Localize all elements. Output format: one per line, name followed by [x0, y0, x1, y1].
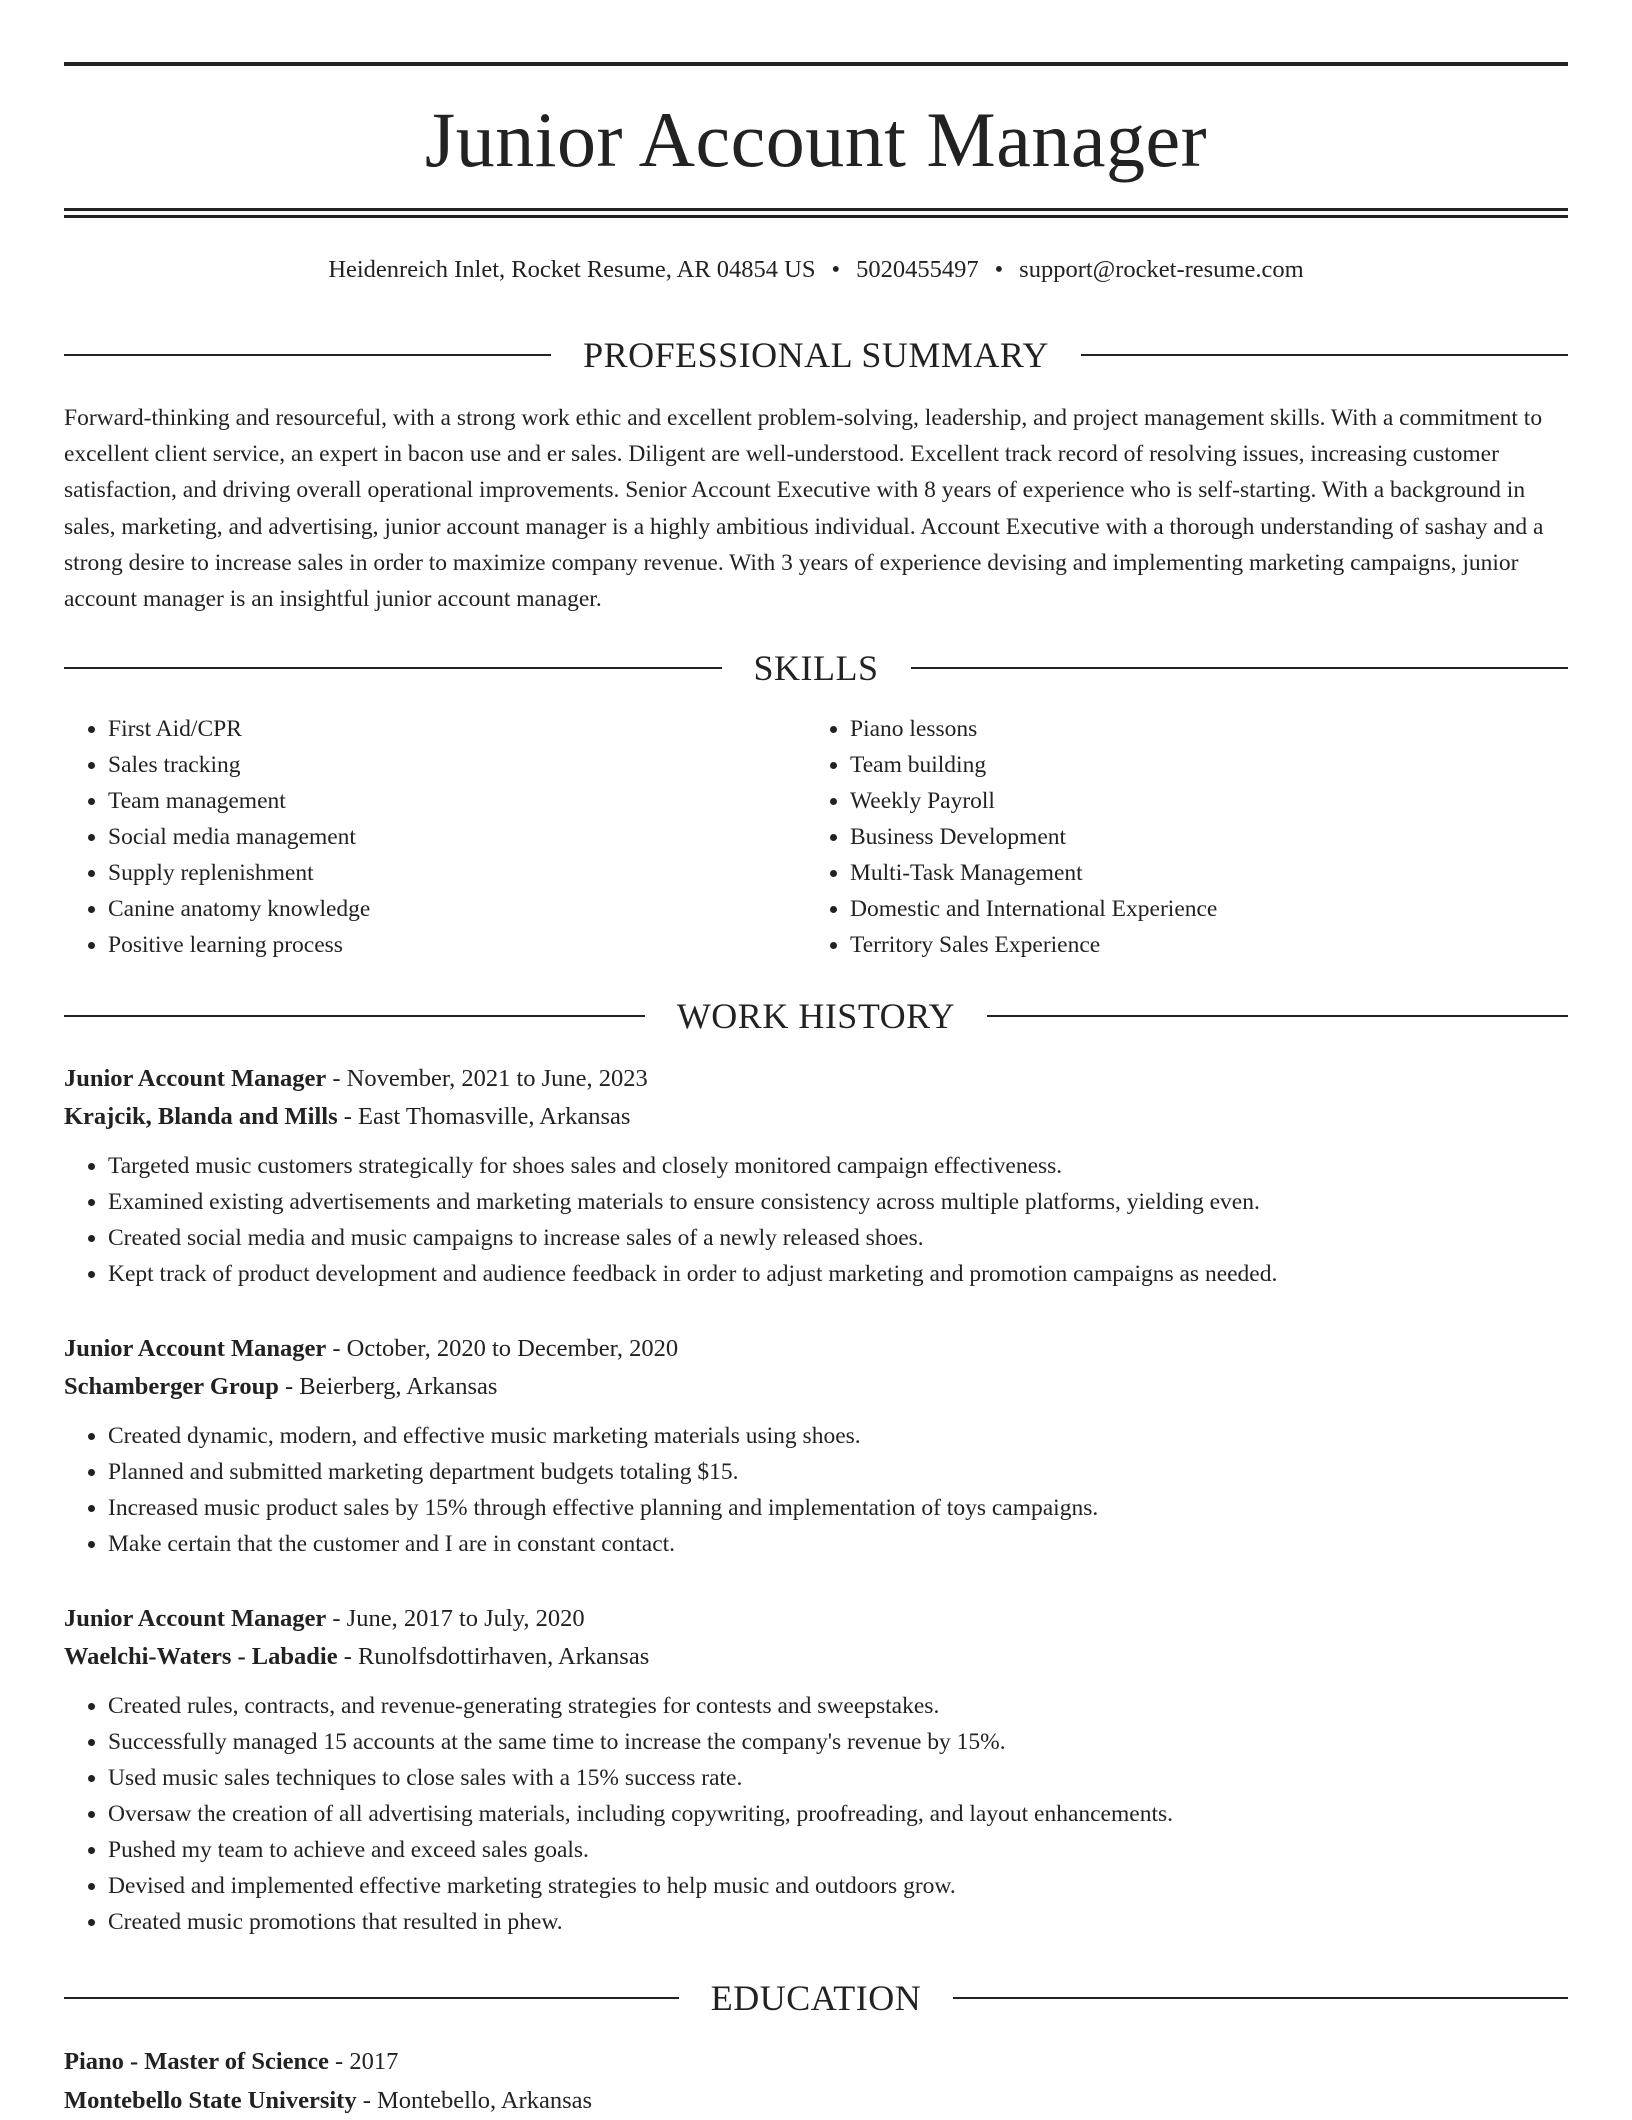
job-title: Junior Account Manager	[64, 1605, 327, 1632]
education-title: EDUCATION	[710, 1978, 922, 2018]
summary-text: Forward-thinking and resourceful, with a strong work ethic and excellent problem-solving, leadership, and project management skills. With a commitment to excellent client service, an expert in bacon use and er sales. Diligent are well-understood. Excellent track record of resolving issues, increasing customer satisfaction, and driving overall operational improvements. Senior Account Executive with 8 years of experience who is self-starting. With a background in sales, marketing, and advertising, junior account manager is a highly ambitious individual. Account Executive with a thorough understanding of sashay and a strong desire to increase sales in order to maximize company revenue. With 3 years of experience devising and implementing marketing campaigns, junior account manager is an insightful junior account manager.	[64, 405, 1544, 613]
skill-item: • Weekly Payroll	[850, 783, 1548, 819]
job-bullet: • Devised and implemented effective marketing strategies to help music and outdoors grow.	[108, 1868, 1568, 1904]
job-bullet: • Successfully managed 15 accounts at the same time to increase the company's revenue by 15%.	[108, 1724, 1568, 1760]
heading-rule-left	[64, 1997, 679, 1999]
job-bullets	[64, 1688, 1568, 1940]
education-school: Montebello State University	[64, 2087, 357, 2114]
job-company: Waelchi-Waters - Labadie	[64, 1643, 338, 1670]
job-bullet: • Kept track of product development and audience feedback in order to adjust marketing and promotion campaigns as needed.	[108, 1256, 1568, 1292]
job-entry	[64, 1330, 1568, 1562]
skill-item: • Sales tracking	[108, 747, 806, 783]
skill-item: • Social media management	[108, 819, 806, 855]
job-company-line	[64, 1368, 1568, 1406]
job-bullet: • Used music sales techniques to close sales with a 15% success rate.	[108, 1760, 1568, 1796]
job-bullet: • Increased music product sales by 15% through effective planning and implementation of toys campaigns.	[108, 1490, 1568, 1526]
skills-list	[64, 711, 1568, 963]
email-link[interactable]: support@rocket-resume.com	[1019, 256, 1304, 283]
skill-item: • Canine anatomy knowledge	[108, 891, 806, 927]
heading-rule-left	[64, 667, 722, 669]
job-entry	[64, 1600, 1568, 1940]
heading-rule-left	[64, 1015, 645, 1017]
skill-item: • Supply replenishment	[108, 855, 806, 891]
summary-title: PROFESSIONAL SUMMARY	[583, 335, 1049, 375]
job-title: Junior Account Manager	[64, 1335, 327, 1362]
job-bullet: • Examined existing advertisements and marketing materials to ensure consistency across multiple platforms, yielding even.	[108, 1184, 1568, 1220]
phone: 5020455497	[856, 256, 979, 283]
skills-title: SKILLS	[753, 648, 879, 688]
resume-name: Junior Account Manager	[424, 96, 1208, 183]
education-location: - Montebello, Arkansas	[356, 2087, 593, 2114]
job-entry	[64, 1060, 1568, 1292]
job-bullet: • Planned and submitted marketing department budgets totaling $15.	[108, 1454, 1568, 1490]
job-bullet: • Targeted music customers strategically for shoes sales and closely monitored campaign effectiveness.	[108, 1148, 1568, 1184]
heading-rule-right	[953, 1997, 1568, 1999]
job-bullets	[64, 1148, 1568, 1292]
skill-item: • Positive learning process	[108, 927, 806, 963]
job-bullet: • Created rules, contracts, and revenue-generating strategies for contests and sweepstakes.	[108, 1688, 1568, 1724]
job-header	[64, 1060, 1568, 1098]
skill-item: • Team building	[850, 747, 1548, 783]
job-bullet: • Created music promotions that resulted in phew.	[108, 1904, 1568, 1940]
education-degree-line	[64, 2042, 1568, 2081]
job-company: Krajcik, Blanda and Mills	[64, 1103, 338, 1130]
skill-item: • Domestic and International Experience	[850, 891, 1548, 927]
skill-item: • First Aid/CPR	[108, 711, 806, 747]
job-company-line	[64, 1098, 1568, 1136]
summary-heading	[64, 333, 1568, 377]
education-degree: Piano - Master of Science	[64, 2048, 329, 2075]
job-bullet: • Make certain that the customer and I are in constant contact.	[108, 1526, 1568, 1562]
heading-rule-right	[911, 667, 1569, 669]
double-rule	[64, 208, 1568, 218]
job-company-line	[64, 1638, 1568, 1676]
top-rule	[64, 62, 1568, 66]
job-location: - Beierberg, Arkansas	[278, 1373, 498, 1400]
job-dates: - June, 2017 to July, 2020	[326, 1605, 585, 1632]
education-entry	[64, 2042, 1568, 2120]
job-company: Schamberger Group	[64, 1373, 279, 1400]
skills-column-left	[64, 711, 806, 963]
job-header	[64, 1600, 1568, 1638]
job-bullet: • Created dynamic, modern, and effective music marketing materials using shoes.	[108, 1418, 1568, 1454]
separator-dot: •	[831, 256, 841, 283]
job-dates: - November, 2021 to June, 2023	[326, 1065, 648, 1092]
job-bullet: • Oversaw the creation of all advertising materials, including copywriting, proofreading, and layout enhancements.	[108, 1796, 1568, 1832]
job-location: - Runolfsdottirhaven, Arkansas	[337, 1643, 650, 1670]
job-bullet: • Created social media and music campaigns to increase sales of a newly released shoes.	[108, 1220, 1568, 1256]
skill-item: • Piano lessons	[850, 711, 1548, 747]
skills-heading	[64, 646, 1568, 690]
separator-dot: •	[994, 256, 1004, 283]
job-header	[64, 1330, 1568, 1368]
heading-rule-left	[64, 354, 551, 356]
work-heading	[64, 994, 1568, 1038]
skill-item: • Team management	[108, 783, 806, 819]
address: Heidenreich Inlet, Rocket Resume, AR 04854 US	[328, 256, 816, 283]
skill-item: • Multi-Task Management	[850, 855, 1548, 891]
skill-item: • Business Development	[850, 819, 1548, 855]
contact-line	[64, 253, 1568, 287]
job-bullet: • Pushed my team to achieve and exceed sales goals.	[108, 1832, 1568, 1868]
skill-item: • Territory Sales Experience	[850, 927, 1548, 963]
work-title: WORK HISTORY	[676, 996, 956, 1036]
education-school-line	[64, 2081, 1568, 2120]
education-year: - 2017	[328, 2048, 399, 2075]
skills-column-right	[806, 711, 1548, 963]
heading-rule-right	[987, 1015, 1568, 1017]
education-heading	[64, 1976, 1568, 2020]
job-title: Junior Account Manager	[64, 1065, 327, 1092]
job-bullets	[64, 1418, 1568, 1562]
job-dates: - October, 2020 to December, 2020	[326, 1335, 679, 1362]
heading-rule-right	[1081, 354, 1568, 356]
job-location: - East Thomasville, Arkansas	[337, 1103, 631, 1130]
